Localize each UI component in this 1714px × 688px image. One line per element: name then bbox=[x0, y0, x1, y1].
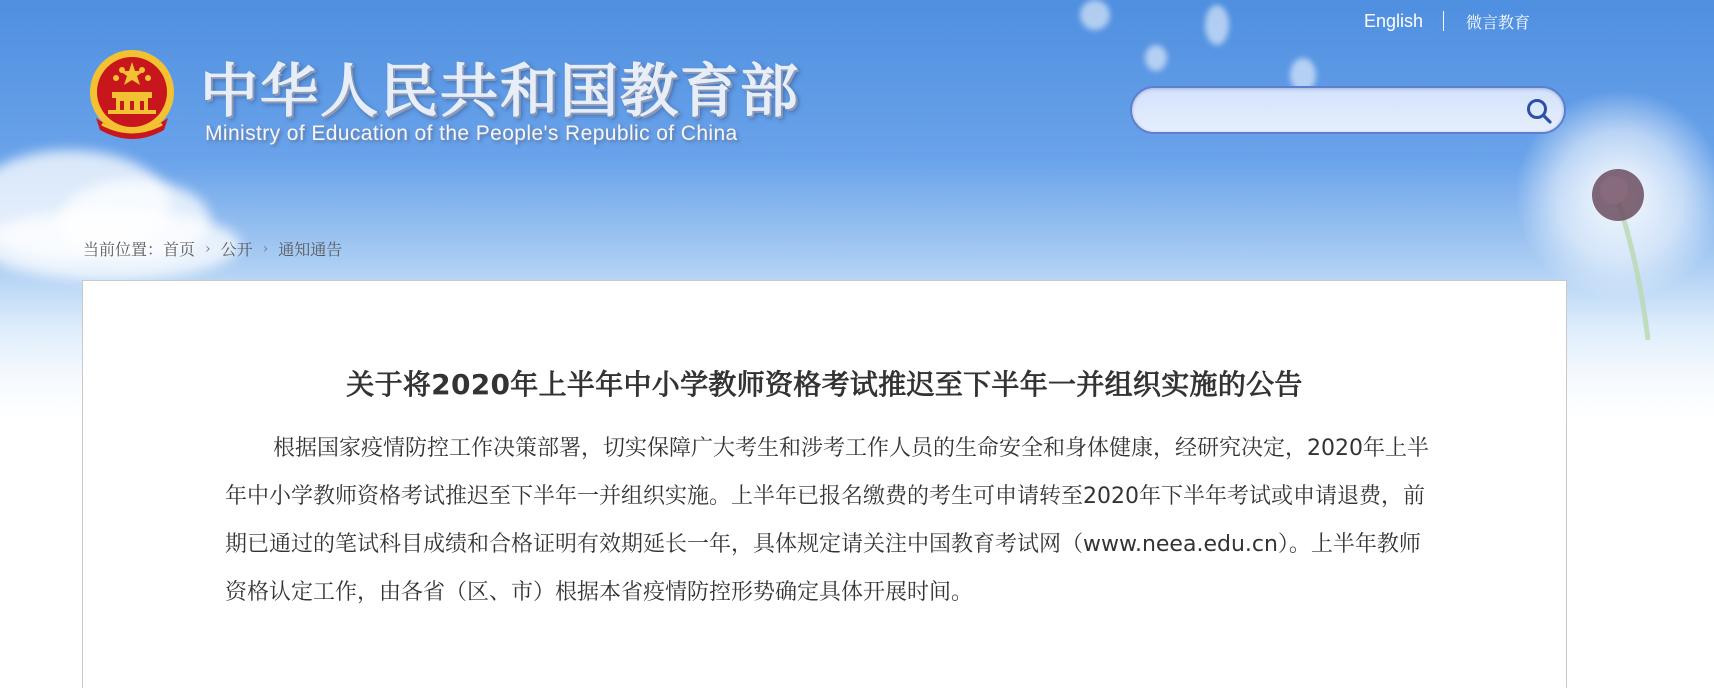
article-title: 关于将2020年上半年中小学教师资格考试推迟至下半年一并组织实施的公告 bbox=[346, 368, 1303, 401]
search-box bbox=[1130, 86, 1566, 134]
english-link[interactable]: English bbox=[1364, 10, 1424, 31]
breadcrumb-public[interactable]: 公开 bbox=[220, 240, 253, 259]
weiyan-jiaoyu-link[interactable]: 微言教育 bbox=[1466, 12, 1531, 32]
dandelion-seed-decoration bbox=[1080, 0, 1110, 30]
chevron-right-icon: › bbox=[262, 240, 269, 257]
article-panel bbox=[82, 280, 1567, 688]
top-links bbox=[1364, 8, 1530, 34]
chevron-right-icon: › bbox=[205, 240, 211, 257]
search-icon[interactable] bbox=[1524, 96, 1554, 126]
national-emblem-icon bbox=[88, 48, 176, 144]
breadcrumb bbox=[83, 237, 342, 260]
search-input[interactable] bbox=[1150, 97, 1510, 125]
breadcrumb-home[interactable]: 首页 bbox=[163, 240, 196, 259]
link-divider bbox=[1443, 11, 1444, 31]
dandelion-seed-decoration bbox=[1145, 45, 1167, 71]
site-subtitle: Ministry of Education of the People's Republic of China bbox=[205, 122, 738, 145]
breadcrumb-notices[interactable]: 通知通告 bbox=[278, 240, 343, 259]
dandelion-seed-decoration bbox=[1205, 5, 1229, 45]
site-title: 中华人民共和国教育部 bbox=[200, 57, 801, 125]
breadcrumb-prefix: 当前位置： bbox=[83, 240, 164, 259]
article-body: 根据国家疫情防控工作决策部署，切实保障广大考生和涉考工作人员的生命安全和身体健康，经研究决定，2020年上半年中小学教师资格考试推迟至下半年一并组织实施。上半年已报名缴费的考生可申请转至2020年下半年考试或申请退费，前期已通过的笔试科目成绩和合格证明有效期延长一年，具体规定请关注中国教育考试网（www.neea.edu.cn）。上半年教师资格认定工作，由各省（区、市）根据本省疫情防控形势确定具体开展时间。 bbox=[225, 436, 1429, 605]
